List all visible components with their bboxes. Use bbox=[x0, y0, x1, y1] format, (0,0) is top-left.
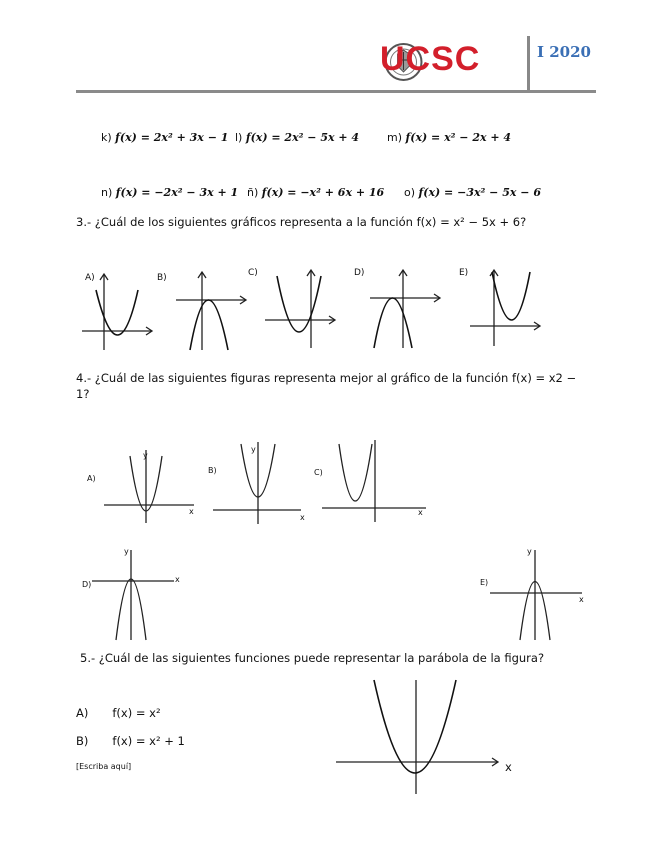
header-divider bbox=[527, 36, 530, 92]
q4-e-x-label: x bbox=[579, 595, 584, 604]
q3-option-b-label: B) bbox=[157, 273, 167, 283]
q3-option-d-label: D) bbox=[354, 268, 365, 278]
q4-d-x-label: x bbox=[175, 575, 180, 584]
q3-graph-b bbox=[176, 270, 248, 350]
q4-option-d-label: D) bbox=[82, 580, 92, 589]
q4-e-y-label: y bbox=[527, 547, 532, 556]
q5-option-b: B) f(x) = x² + 1 bbox=[76, 734, 185, 748]
q4-option-b-label: B) bbox=[208, 466, 217, 475]
q4-graph-b bbox=[213, 440, 308, 525]
q5-option-a: A) f(x) = x² bbox=[76, 706, 161, 720]
header-rule bbox=[76, 90, 596, 93]
q3-option-a-label: A) bbox=[85, 273, 95, 283]
q4-b-x-label: x bbox=[300, 513, 305, 522]
q4-option-a-label: A) bbox=[87, 474, 96, 483]
q5-x-label: x bbox=[505, 760, 512, 774]
q4-graph-c bbox=[322, 438, 427, 523]
semester-label: I 2020 bbox=[537, 43, 591, 61]
q3-option-c-label: C) bbox=[248, 268, 258, 278]
q4-d-y-label: y bbox=[124, 547, 129, 556]
question-4-text-cont: 1? bbox=[76, 387, 90, 401]
q4-graph-e bbox=[490, 548, 590, 640]
question-4-text: 4.- ¿Cuál de las siguientes figuras representa mejor al gráfico de la función f(x) = x2 − bbox=[76, 371, 577, 385]
function-ntilde: ñ) f(x) = −x² + 6x + 16 bbox=[247, 186, 385, 199]
q3-graph-d bbox=[370, 268, 442, 348]
q4-graph-d bbox=[92, 548, 182, 640]
function-o: o) f(x) = −3x² − 5x − 6 bbox=[404, 186, 541, 199]
brand-logo: UCSC bbox=[380, 40, 481, 78]
function-l: l) f(x) = 2x² − 5x + 4 bbox=[235, 131, 360, 144]
q4-a-y-label: y bbox=[143, 451, 148, 460]
question-3-text: 3.- ¿Cuál de los siguientes gráficos representa a la función f(x) = x² − 5x + 6? bbox=[76, 215, 527, 229]
function-n: n) f(x) = −2x² − 3x + 1 bbox=[101, 186, 239, 199]
q4-option-c-label: C) bbox=[314, 468, 323, 477]
q3-graph-c bbox=[265, 268, 337, 348]
q5-parabola-graph bbox=[336, 678, 506, 798]
question-5-text: 5.- ¿Cuál de las siguientes funciones puede representar la parábola de la figura? bbox=[80, 651, 545, 665]
q4-b-y-label: y bbox=[251, 445, 256, 454]
q3-graph-a bbox=[82, 272, 154, 352]
q3-graph-e bbox=[470, 268, 542, 348]
q3-option-e-label: E) bbox=[459, 268, 469, 278]
q4-a-x-label: x bbox=[189, 507, 194, 516]
q4-option-e-label: E) bbox=[480, 578, 489, 587]
q4-graph-a bbox=[104, 448, 199, 523]
q4-c-x-label: x bbox=[418, 508, 423, 517]
answer-placeholder[interactable]: [Escriba aquí] bbox=[76, 762, 132, 771]
function-k: k) f(x) = 2x² + 3x − 1 bbox=[101, 131, 229, 144]
function-m: m) f(x) = x² − 2x + 4 bbox=[387, 131, 512, 144]
